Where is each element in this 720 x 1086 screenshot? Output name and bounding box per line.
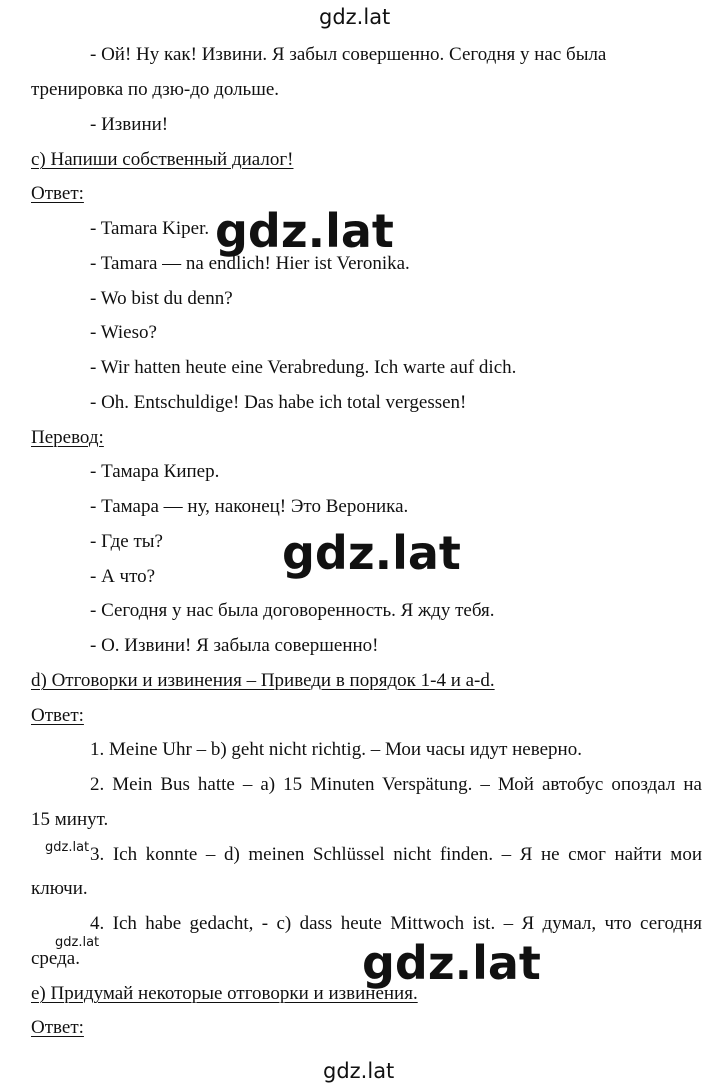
section-c-translation-label: Перевод:: [31, 427, 104, 448]
section-d-answer-label: Ответ:: [31, 705, 84, 726]
translation-line-3: - Где ты?: [90, 531, 163, 552]
section-e-answer-label: Ответ:: [31, 1017, 84, 1038]
intro-line-2: тренировка по дзю-до дольше.: [31, 79, 280, 100]
answer-line-2: - Tamara — na endlich! Hier ist Veronika.: [90, 253, 410, 274]
watermark-bottom: gdz.lat: [323, 1059, 395, 1083]
section-c-answer-label: Ответ:: [31, 183, 84, 204]
translation-line-6: - О. Извини! Я забыла совершенно!: [90, 635, 379, 656]
item-3-line-2: ключи.: [31, 878, 88, 899]
watermark-big-1: gdz.lat: [215, 204, 394, 258]
watermark-top: gdz.lat: [319, 5, 391, 29]
watermark-big-2: gdz.lat: [282, 526, 461, 580]
item-2-line-2: 15 минут.: [31, 809, 109, 830]
answer-line-5: - Wir hatten heute eine Verabredung. Ich warte auf dich.: [90, 357, 517, 378]
section-e-heading: e) Придумай некоторые отговорки и извинения.: [31, 983, 418, 1004]
translation-line-2: - Тамара — ну, наконец! Это Вероника.: [90, 496, 409, 517]
answer-line-3: - Wo bist du denn?: [90, 288, 233, 309]
watermark-small-2: gdz.lat: [55, 935, 100, 950]
answer-line-4: - Wieso?: [90, 322, 157, 343]
section-c-heading: c) Напиши собственный диалог!: [31, 149, 294, 170]
translation-line-5: - Сегодня у нас была договоренность. Я жду тебя.: [90, 600, 495, 621]
translation-line-1: - Тамара Кипер.: [90, 461, 220, 482]
item-1: 1. Meine Uhr – b) geht nicht richtig. – Мои часы идут неверно.: [90, 739, 582, 760]
item-3-line-1: 3. Ich konnte – d) meinen Schlüssel nicht finden. – Я не смог найти мои: [90, 844, 702, 865]
item-4-line-1: 4. Ich habe gedacht, - c) dass heute Mittwoch ist. – Я думал, что сегодня: [90, 913, 702, 934]
translation-line-4: - А что?: [90, 566, 156, 587]
section-d-heading: d) Отговорки и извинения – Приведи в порядок 1-4 и a-d.: [31, 670, 495, 691]
answer-line-6: - Oh. Entschuldige! Das habe ich total vergessen!: [90, 392, 467, 413]
watermark-small-1: gdz.lat: [45, 840, 90, 855]
item-2-line-1: 2. Mein Bus hatte – a) 15 Minuten Verspätung. – Мой автобус опоздал на: [90, 774, 702, 795]
intro-line-3: - Извини!: [90, 114, 169, 135]
item-4-line-2: среда.: [31, 948, 80, 969]
watermark-big-3: gdz.lat: [362, 936, 541, 990]
intro-line-1: - Ой! Ну как! Извини. Я забыл совершенно. Сегодня у нас была: [90, 44, 607, 65]
answer-line-1: - Tamara Kiper.: [90, 218, 210, 239]
